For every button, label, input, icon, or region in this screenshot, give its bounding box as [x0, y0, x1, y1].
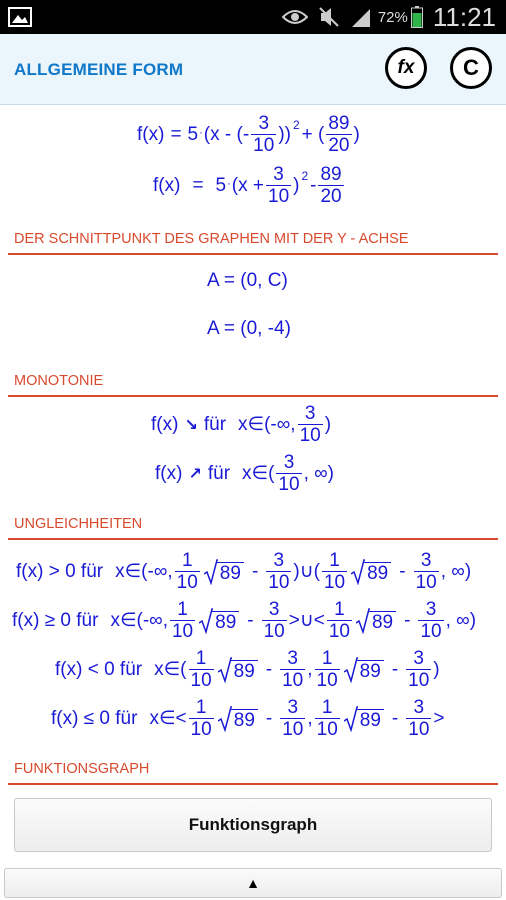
fraction: $\frac{1}{10}$ — [190, 648, 212, 691]
fraction: $\frac{1}{10}$ — [323, 550, 346, 593]
fraction: $\frac{89}{20}$ — [320, 164, 342, 207]
fraction: $\frac{89}{20}$ — [328, 113, 350, 156]
radical-sign — [344, 706, 358, 732]
fraction: $\frac{3}{10}$ — [420, 599, 442, 642]
section-divider — [8, 538, 498, 540]
square-root: 89 — [199, 608, 239, 634]
fraction: $\frac{1}{10}$ — [171, 599, 194, 642]
y-intercept-general: A = (0, C) — [207, 270, 288, 291]
square-root: 89 — [218, 706, 258, 732]
section-divider — [8, 783, 498, 785]
expanded-form-equation: f(x) = 5 · (x + $\frac{3}{10}$ ) 2 - $\frac{89}{20}$ — [153, 164, 342, 207]
monotonic-increasing: f(x) ↗ für x∈ ( $\frac{3}{10}$ , ∞) — [155, 452, 334, 495]
y-intercept-value: A = (0, -4) — [207, 318, 291, 339]
page-title: ALLGEMEINE FORM — [14, 60, 184, 79]
radical-sign — [351, 559, 365, 585]
fraction: $\frac{3}{10}$ — [415, 550, 437, 593]
arrow-down-right-icon: ↘ — [184, 416, 198, 434]
fraction: $\frac{3}{10}$ — [408, 697, 430, 740]
section-heading-ungleichheiten: UNGLEICHHEITEN — [14, 516, 143, 532]
status-bar — [0, 0, 506, 34]
square-root: 89 — [218, 657, 258, 683]
fraction: $\frac{1}{10}$ — [316, 648, 338, 691]
mute-icon — [318, 6, 340, 28]
vertex-form-equation: f(x) = 5 · (x - (- $\frac{3}{10}$ )) 2 + ( $\frac{89}{20}$ ) — [137, 113, 360, 156]
square-root: 89 — [344, 657, 384, 683]
fraction: $\frac{3}{10}$ — [278, 452, 300, 495]
signal-icon — [350, 7, 372, 27]
arrow-up-right-icon: ↗ — [188, 465, 202, 483]
fraction: $\frac{1}{10}$ — [316, 697, 338, 740]
fraction: $\frac{3}{10}$ — [282, 697, 304, 740]
clock: 11:21 — [432, 1, 496, 32]
square-root: 89 — [344, 706, 384, 732]
fraction: $\frac{3}{10}$ — [282, 648, 304, 691]
radical-sign — [218, 706, 232, 732]
expand-panel-button[interactable]: ▲ — [4, 868, 502, 898]
section-divider — [8, 253, 498, 255]
inequality-row: f(x) > 0 für x∈ (-∞, $\frac{1}{10}$ 89 - $\frac{3}{10}$ )∪( $\frac{1}{10}$ 89 - $\frac{3}{10}$ , ∞) — [16, 550, 472, 593]
fraction: $\frac{3}{10}$ — [408, 648, 430, 691]
radical-sign — [344, 657, 358, 683]
inequality-row: f(x) ≥ 0 für x∈ (-∞, $\frac{1}{10}$ 89 - $\frac{3}{10}$ >∪< $\frac{1}{10}$ 89 - $\frac{3}{10}$ , ∞) — [12, 599, 477, 642]
monotonic-decreasing: f(x) ↘ für x∈ (-∞, $\frac{3}{10}$ ) — [151, 403, 332, 446]
fraction: $\frac{3}{10}$ — [263, 599, 285, 642]
square-root: 89 — [351, 559, 391, 585]
fraction: $\frac{1}{10}$ — [328, 599, 350, 642]
fraction: $\frac{1}{10}$ — [190, 697, 212, 740]
function-graph-button[interactable]: Funktionsgraph — [14, 798, 492, 852]
battery-percent: 72% — [377, 8, 408, 26]
radical-sign — [199, 608, 213, 634]
fraction: $\frac{1}{10}$ — [176, 550, 198, 593]
battery-icon — [411, 6, 423, 28]
radical-sign — [204, 559, 218, 585]
fraction: $\frac{3}{10}$ — [268, 550, 290, 593]
radical-sign — [218, 657, 232, 683]
square-root: 89 — [204, 559, 244, 585]
app-header — [0, 34, 506, 105]
section-heading-monotonie: MONOTONIE — [14, 373, 104, 389]
fraction: $\frac{3}{10}$ — [299, 403, 321, 446]
section-divider — [8, 395, 498, 397]
fraction: $\frac{3}{10}$ — [268, 164, 290, 207]
inequality-row: f(x) ≤ 0 für x∈ < $\frac{1}{10}$ 89 - $\frac{3}{10}$ , $\frac{1}{10}$ 89 - $\frac{3}{10}$ > — [51, 697, 445, 740]
clear-button[interactable]: C — [450, 47, 492, 89]
radical-sign — [356, 608, 370, 634]
section-heading-funktionsgraph: FUNKTIONSGRAPH — [14, 761, 150, 777]
section-heading-y-intercept: DER SCHNITTPUNKT DES GRAPHEN MIT DER Y - ACHSE — [14, 231, 409, 247]
fraction: $\frac{3}{10}$ — [253, 113, 275, 156]
gallery-icon — [8, 7, 32, 27]
square-root: 89 — [356, 608, 396, 634]
inequality-row: f(x) < 0 für x∈ ( $\frac{1}{10}$ 89 - $\frac{3}{10}$ , $\frac{1}{10}$ 89 - $\frac{3}{10}$ ) — [55, 648, 440, 691]
function-button[interactable]: fx — [385, 47, 427, 89]
eye-icon — [282, 9, 308, 25]
